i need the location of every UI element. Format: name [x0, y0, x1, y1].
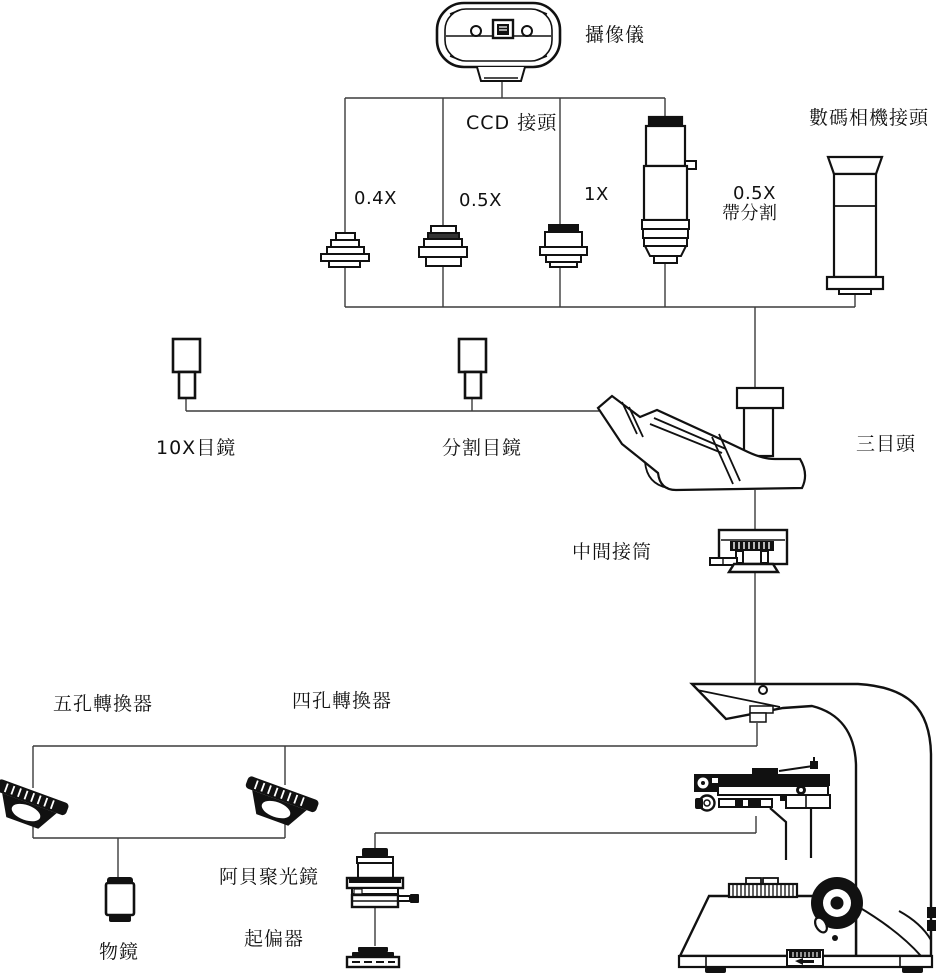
label-mag-0-5x-split-line1: 0.5X: [733, 183, 776, 204]
label-mag-1x: 1X: [584, 184, 609, 205]
label-digital-camera-adapter: 數碼相機接頭: [809, 107, 930, 129]
label-mag-0-5x: 0.5X: [459, 190, 502, 211]
label-abbe-condenser: 阿貝聚光鏡: [219, 866, 320, 888]
five-hole-nosepiece-icon: [0, 778, 70, 836]
camera-icon: [437, 3, 560, 81]
label-intermediate-tube: 中間接筒: [572, 541, 653, 563]
split-eyepiece-icon: [459, 339, 486, 398]
stage: [694, 757, 830, 860]
ccd-adapter-0-4x-icon: [321, 233, 369, 267]
four-hole-nosepiece-icon: [237, 775, 319, 833]
ccd-adapter-1x-icon: [540, 225, 587, 267]
intermediate-tube-icon: [710, 530, 787, 572]
label-four-hole-nosepiece: 四孔轉換器: [292, 690, 393, 712]
base-wheel: [729, 878, 797, 897]
label-trinocular-head: 三目頭: [856, 433, 917, 455]
label-polarizer: 起偏器: [244, 928, 305, 950]
digital-camera-adapter-icon: [827, 157, 883, 294]
objective-icon: [106, 877, 134, 922]
label-objective: 物鏡: [99, 941, 140, 963]
label-ccd-adapter: CCD 接頭: [466, 112, 558, 134]
label-mag-0-5x-split-line2: 帶分割: [722, 203, 778, 224]
microscope-body-icon: [679, 684, 936, 973]
label-camera: 攝像儀: [585, 24, 646, 46]
trinocular-head-icon: [598, 388, 805, 490]
eyepiece-10x-icon: [173, 339, 200, 398]
abbe-condenser-icon: [347, 848, 419, 907]
base-switch: [787, 950, 823, 966]
ccd-adapter-0-5x-icon: [419, 226, 467, 266]
label-split-eyepiece: 分割目鏡: [442, 437, 523, 459]
label-five-hole-nosepiece: 五孔轉換器: [53, 693, 154, 715]
label-mag-0-4x: 0.4X: [354, 188, 397, 209]
label-eyepiece-10x: 10X目鏡: [156, 437, 237, 459]
ccd-adapter-0-5x-split-icon: [642, 117, 696, 263]
label-mag-0-5x-split: [722, 184, 778, 224]
polarizer-icon: [347, 947, 399, 967]
